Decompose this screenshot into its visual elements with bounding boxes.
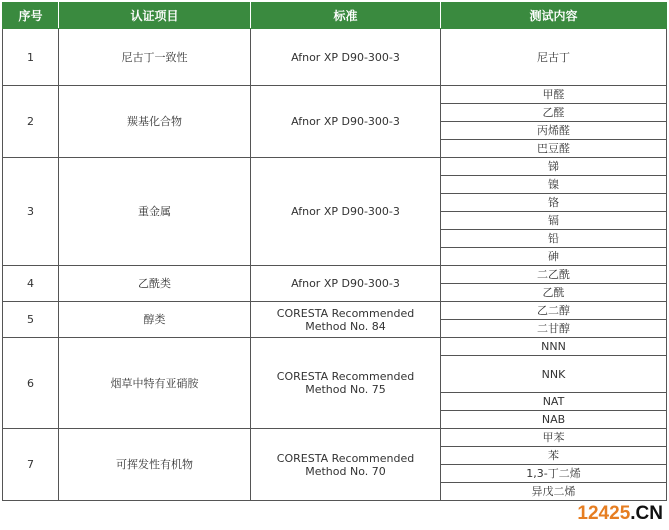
test-content-cell: 尼古丁 xyxy=(441,29,667,86)
test-content-cell: NNK xyxy=(441,356,667,393)
row-standard: Afnor XP D90-300-3 xyxy=(251,86,441,158)
row-item: 羰基化合物 xyxy=(59,86,251,158)
test-content-cell: 巴豆醛 xyxy=(441,140,667,158)
table-row xyxy=(3,29,667,86)
row-index: 3 xyxy=(3,158,59,266)
header-index: 序号 xyxy=(3,2,59,29)
test-content-cell: NAB xyxy=(441,411,667,429)
watermark-number: 12425 xyxy=(577,503,631,524)
test-content-cell: 二甘醇 xyxy=(441,320,667,338)
table-body xyxy=(3,29,667,501)
test-content-cell: 镉 xyxy=(441,212,667,230)
row-standard: CORESTA Recommended Method No. 75 xyxy=(251,338,441,429)
test-content-cell: 砷 xyxy=(441,248,667,266)
row-index: 6 xyxy=(3,338,59,429)
header-item: 认证项目 xyxy=(59,2,251,29)
test-content-cell: 异戊二烯 xyxy=(441,483,667,501)
row-standard: Afnor XP D90-300-3 xyxy=(251,29,441,86)
watermark-suffix: .CN xyxy=(630,503,663,524)
row-index: 4 xyxy=(3,266,59,302)
row-standard: CORESTA Recommended Method No. 70 xyxy=(251,429,441,501)
row-index: 7 xyxy=(3,429,59,501)
test-content-cell: 甲醛 xyxy=(441,86,667,104)
row-item: 乙酰类 xyxy=(59,266,251,302)
table-row xyxy=(3,429,667,447)
test-content-cell: 锑 xyxy=(441,158,667,176)
test-content-cell: NNN xyxy=(441,338,667,356)
table-row xyxy=(3,302,667,320)
table-row xyxy=(3,266,667,284)
row-index: 1 xyxy=(3,29,59,86)
test-content-cell: 乙酰 xyxy=(441,284,667,302)
row-index: 5 xyxy=(3,302,59,338)
table-row xyxy=(3,86,667,104)
table-row xyxy=(3,158,667,176)
test-content-cell: 苯 xyxy=(441,447,667,465)
test-content-cell: 丙烯醛 xyxy=(441,122,667,140)
row-item: 烟草中特有亚硝胺 xyxy=(59,338,251,429)
test-content-cell: 二乙酰 xyxy=(441,266,667,284)
site-watermark xyxy=(506,501,663,527)
test-content-cell: 铬 xyxy=(441,194,667,212)
row-standard: Afnor XP D90-300-3 xyxy=(251,158,441,266)
certification-table xyxy=(2,2,667,501)
row-item: 可挥发性有机物 xyxy=(59,429,251,501)
test-content-cell: 铅 xyxy=(441,230,667,248)
table-header-row xyxy=(3,2,667,29)
header-standard: 标准 xyxy=(251,2,441,29)
row-standard: CORESTA Recommended Method No. 84 xyxy=(251,302,441,338)
row-item: 重金属 xyxy=(59,158,251,266)
table-row xyxy=(3,338,667,356)
row-item: 醇类 xyxy=(59,302,251,338)
test-content-cell: 1,3-丁二烯 xyxy=(441,465,667,483)
test-content-cell: 乙二醇 xyxy=(441,302,667,320)
row-index: 2 xyxy=(3,86,59,158)
test-content-cell: 镍 xyxy=(441,176,667,194)
test-content-cell: 乙醛 xyxy=(441,104,667,122)
row-item: 尼古丁一致性 xyxy=(59,29,251,86)
header-content: 测试内容 xyxy=(441,2,667,29)
row-standard: Afnor XP D90-300-3 xyxy=(251,266,441,302)
test-content-cell: 甲苯 xyxy=(441,429,667,447)
test-content-cell: NAT xyxy=(441,393,667,411)
